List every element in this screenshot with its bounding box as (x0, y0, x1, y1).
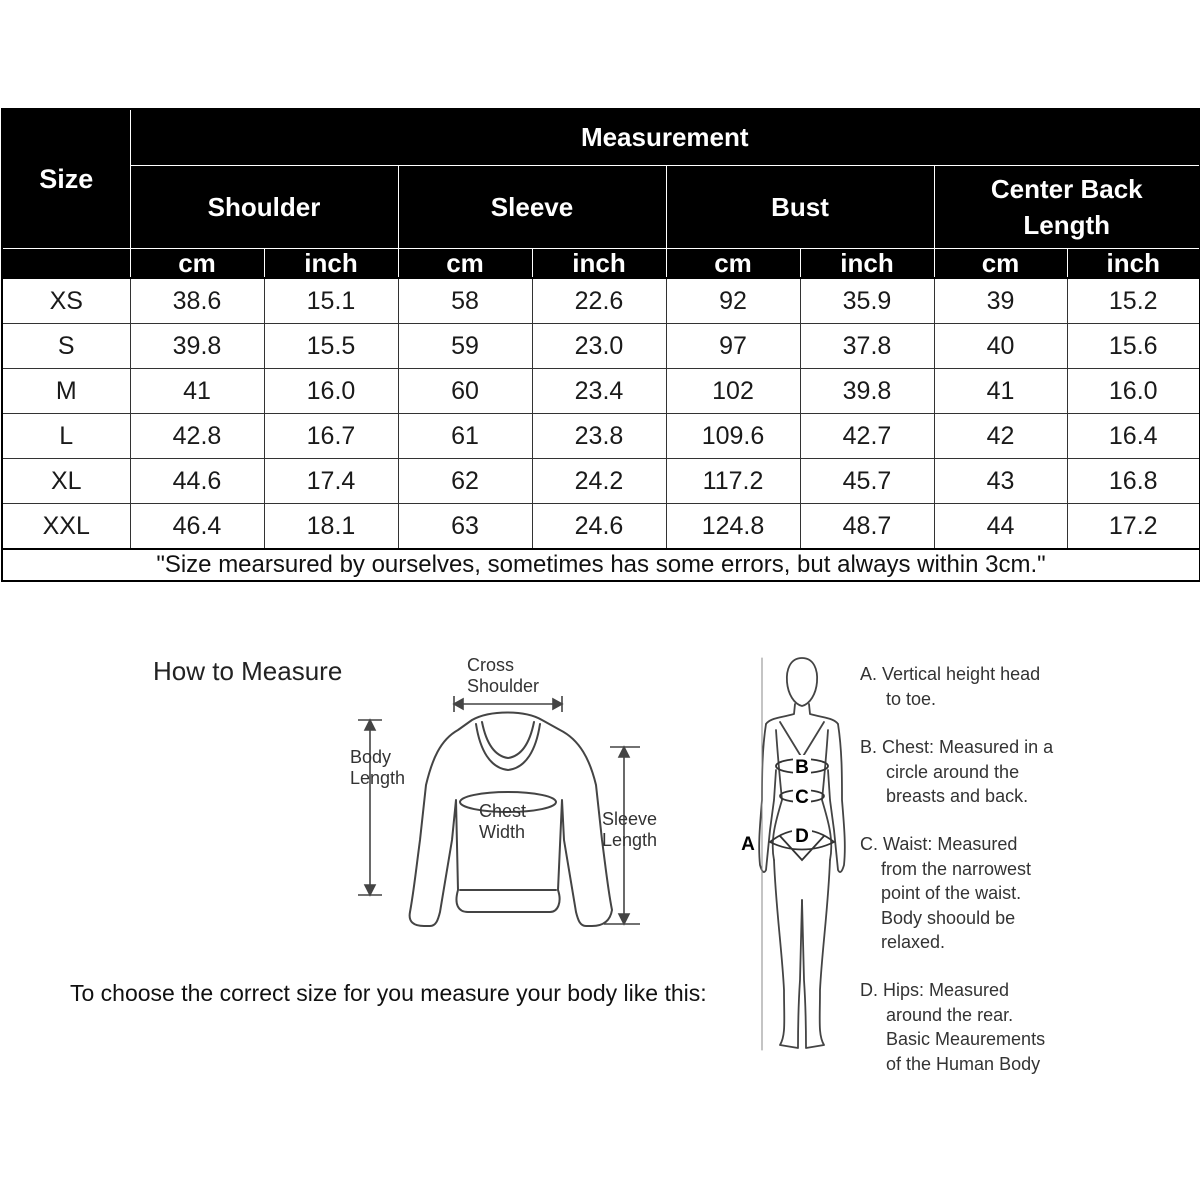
measurement-cell: 24.2 (532, 459, 666, 504)
measurement-cell: 62 (398, 459, 532, 504)
measurement-cell: 15.6 (1067, 324, 1200, 369)
table-note: "Size mearsured by ourselves, sometimes has some errors, but always within 3cm." (2, 549, 1200, 581)
measurement-cell: 41 (130, 369, 264, 414)
size-label-cell: XS (2, 278, 130, 324)
measurement-cell: 58 (398, 278, 532, 324)
measurement-cell: 63 (398, 504, 532, 550)
measurement-header: Measurement (130, 109, 1200, 166)
legend-line: to toe. (886, 688, 937, 709)
measurement-cell: 45.7 (800, 459, 934, 504)
size-table-body (2, 278, 1200, 549)
measurement-cell: 124.8 (666, 504, 800, 550)
measurement-cell: 46.4 (130, 504, 264, 550)
measurement-cell: 37.8 (800, 324, 934, 369)
unit-header: cm (934, 249, 1067, 279)
label-line: Sleeve (602, 809, 658, 829)
measurement-cell: 43 (934, 459, 1067, 504)
measurement-cell: 61 (398, 414, 532, 459)
legend-line: circle around the (886, 761, 1020, 782)
measurement-cell: 60 (398, 369, 532, 414)
table-row (2, 369, 1200, 414)
size-label-cell: XL (2, 459, 130, 504)
measurement-cell: 44.6 (130, 459, 264, 504)
measurement-cell: 117.2 (666, 459, 800, 504)
measurement-cell: 16.8 (1067, 459, 1200, 504)
unit-header: cm (398, 249, 532, 279)
how-to-measure-title: How to Measure (153, 656, 343, 686)
unit-header: inch (800, 249, 934, 279)
legend-line: B. Chest: Measured in a (860, 737, 1054, 757)
size-chart-table (1, 108, 1200, 582)
legend-c (860, 832, 1090, 955)
measurement-cell: 16.0 (1067, 369, 1200, 414)
measurement-cell: 15.5 (264, 324, 398, 369)
letter-b: B (795, 757, 809, 778)
unit-header: cm (130, 249, 264, 279)
label-line: Body (350, 747, 392, 767)
letter-a: A (741, 834, 755, 855)
group-header-shoulder: Shoulder (130, 166, 398, 249)
letter-d: D (795, 826, 809, 847)
cross-shoulder-label (467, 655, 539, 697)
measurement-cell: 42 (934, 414, 1067, 459)
measurement-cell: 42.8 (130, 414, 264, 459)
chest-width-label (479, 801, 526, 843)
measurement-cell: 109.6 (666, 414, 800, 459)
measurement-cell: 44 (934, 504, 1067, 550)
measurement-cell: 23.0 (532, 324, 666, 369)
measurement-cell: 39 (934, 278, 1067, 324)
measurement-cell: 97 (666, 324, 800, 369)
label-line: Shoulder (467, 676, 540, 696)
measurement-cell: 39.8 (130, 324, 264, 369)
measurement-cell: 92 (666, 278, 800, 324)
legend-line: Body shoould be (881, 907, 1016, 928)
table-row (2, 324, 1200, 369)
measurement-cell: 18.1 (264, 504, 398, 550)
measurement-cell: 102 (666, 369, 800, 414)
group-header-center-back-length (934, 166, 1200, 249)
letter-c: C (795, 787, 809, 808)
measurement-cell: 42.7 (800, 414, 934, 459)
label-line: Width (479, 822, 526, 842)
measurement-cell: 24.6 (532, 504, 666, 550)
unit-header: inch (264, 249, 398, 279)
legend-line: around the rear. (886, 1004, 1014, 1025)
measurement-cell: 22.6 (532, 278, 666, 324)
legend-line: Basic Meaurements (886, 1029, 1046, 1049)
measurement-cell: 48.7 (800, 504, 934, 550)
table-row (2, 414, 1200, 459)
label-line: Length (602, 830, 658, 850)
size-label-cell: XXL (2, 504, 130, 550)
table-row (2, 504, 1200, 550)
measurement-cell: 16.0 (264, 369, 398, 414)
unit-header: inch (1067, 249, 1200, 279)
legend-a (860, 662, 1090, 711)
unit-header-blank (2, 249, 130, 279)
legend-line: point of the waist. (881, 883, 1022, 903)
legend-line: D. Hips: Measured (860, 980, 1010, 1000)
measurement-cell: 23.4 (532, 369, 666, 414)
head-outline (787, 658, 817, 706)
measurement-cell: 23.8 (532, 414, 666, 459)
measurement-cell: 59 (398, 324, 532, 369)
measurement-cell: 39.8 (800, 369, 934, 414)
size-label-cell: S (2, 324, 130, 369)
measurement-cell: 17.2 (1067, 504, 1200, 550)
legend-d (860, 978, 1090, 1076)
measurement-cell: 41 (934, 369, 1067, 414)
sleeve-length-label (602, 809, 657, 851)
table-row (2, 459, 1200, 504)
unit-header: inch (532, 249, 666, 279)
measurement-cell: 40 (934, 324, 1067, 369)
measurement-cell: 15.2 (1067, 278, 1200, 324)
table-row (2, 278, 1200, 324)
label-line: Length (350, 768, 406, 788)
body-figure (740, 650, 860, 1060)
unit-header: cm (666, 249, 800, 279)
legend-line: breasts and back. (886, 786, 1029, 806)
legend-b (860, 735, 1090, 809)
measurement-cell: 38.6 (130, 278, 264, 324)
label-line: Chest (479, 801, 527, 821)
measurement-cell: 15.1 (264, 278, 398, 324)
legend-line: relaxed. (881, 932, 946, 952)
center-back-length-label: Center Back Length (990, 174, 1143, 240)
group-header-sleeve: Sleeve (398, 166, 666, 249)
legend-line: from the narrowest (881, 858, 1032, 879)
size-label-cell: M (2, 369, 130, 414)
size-label-cell: L (2, 414, 130, 459)
measurement-cell: 16.7 (264, 414, 398, 459)
measure-instruction: To choose the correct size for you measure your body like this: (70, 980, 707, 1006)
body-length-label (350, 747, 405, 789)
measurement-cell: 16.4 (1067, 414, 1200, 459)
label-line: Cross (467, 655, 515, 675)
measurement-cell: 35.9 (800, 278, 934, 324)
legend-line: A. Vertical height head (860, 664, 1041, 684)
legend-line: of the Human Body (886, 1053, 1041, 1074)
size-header: Size (2, 109, 130, 249)
legend-line: C. Waist: Measured (860, 834, 1018, 854)
group-header-bust: Bust (666, 166, 934, 249)
measurement-cell: 17.4 (264, 459, 398, 504)
